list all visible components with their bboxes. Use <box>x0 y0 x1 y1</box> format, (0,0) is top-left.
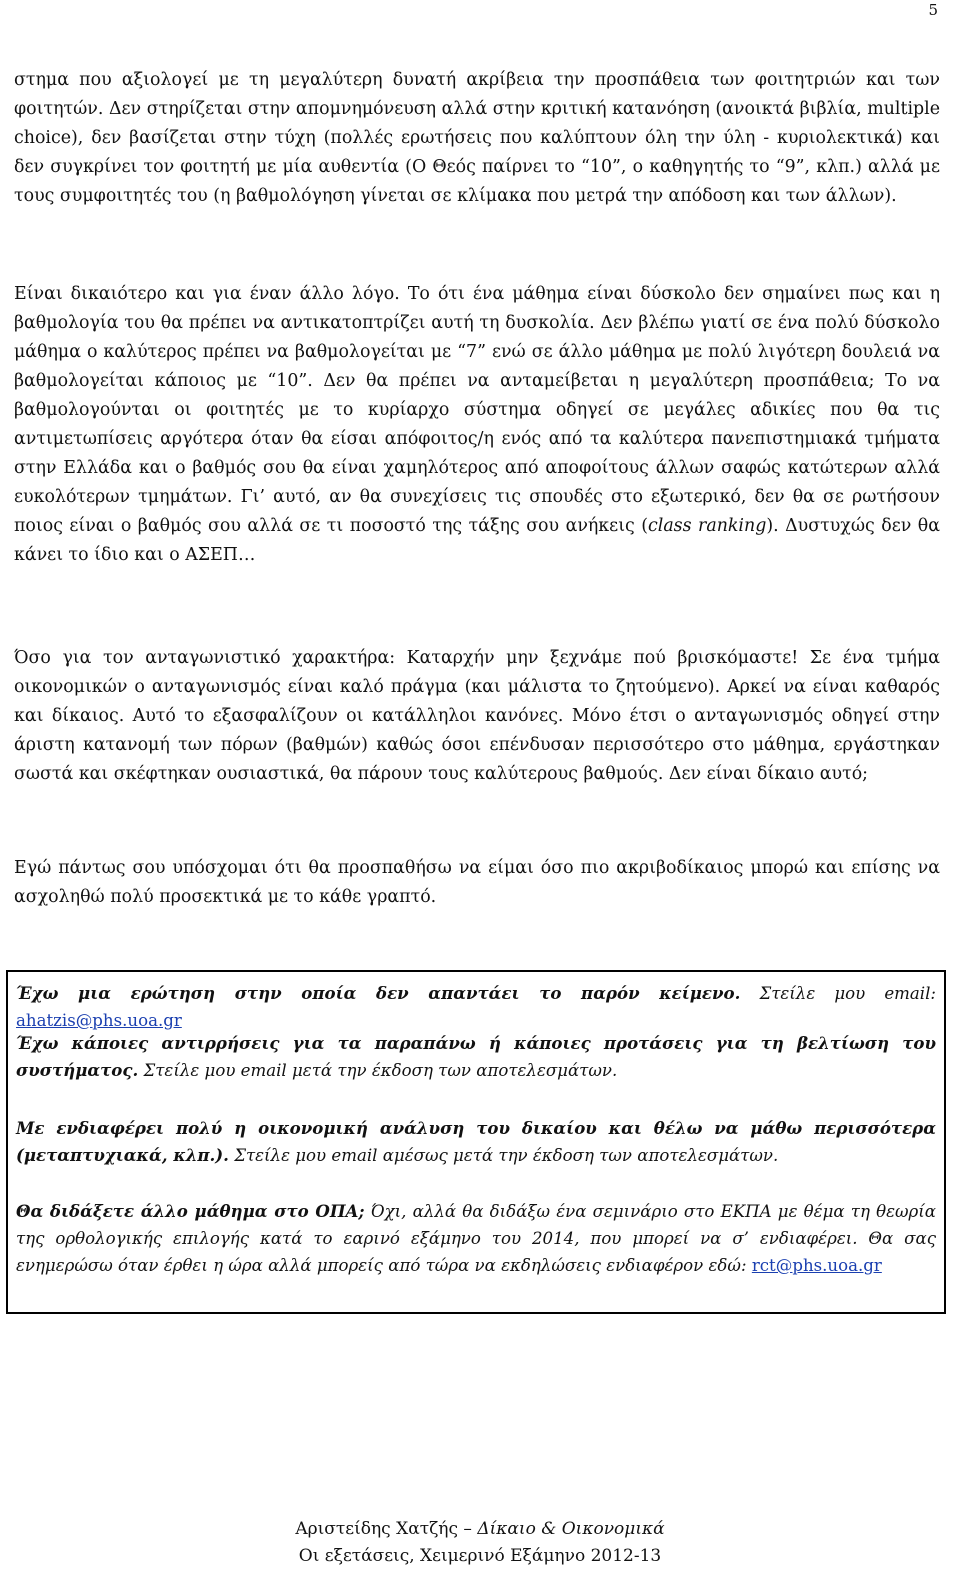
faq-answer: Όχι, αλλά θα διδάξω ένα σεμινάριο στο ΕΚΠΑ με θέμα τη θεωρία της ορθολογικής επιλογής κατά το εαρινό εξάμηνο του 2014, που μπορεί να σ’ ενδιαφέρει. Θα σας ενημερώσω όταν έρθει η ώρα αλλά μπορείς από τώρα να εκδηλώσεις ενδιαφέρον εδώ: <box>16 1202 936 1275</box>
faq-question: Με ενδιαφέρει πολύ η οικονομική ανάλυση του δικαίου και θέλω να μάθω περισσότερα (μεταπτυχιακά, κλπ.). <box>16 1118 936 1165</box>
paragraph-grading-system <box>14 66 940 211</box>
faq-item-question <box>16 980 936 1034</box>
paragraph-text: ). Δυστυχώς δεν θα κάνει το ίδιο και ο ΑΣΕΠ… <box>14 516 940 565</box>
faq-question: Θα διδάξετε άλλο μάθημα στο ΟΠΑ; <box>16 1201 365 1221</box>
faq-answer: Στείλε μου email μετά την έκδοση των αποτελεσμάτων. <box>138 1061 618 1080</box>
faq-item-law-economics <box>16 1115 936 1169</box>
paragraph-text: στημα που αξιολογεί με τη μεγαλύτερη δυνατή ακρίβεια την προσπάθεια των φοιτητριών και των φοιτητών. Δεν στηρίζεται στην απομνημόνευση αλλά στην κριτική κατανόηση (ανοικτά βιβλία, multiple choice), δεν βασίζεται στην τύχη (πολλές ερωτήσεις που καλύπτουν όλη την ύλη - κυριολεκτικά) και δεν συγκρίνει τον φοιτητή με μία αυθεντία (Ο Θεός παίρνει το “10”, ο καθηγητής το “9”, κλπ.) αλλά με τους συμφοιτητές του (η βαθμολόγηση γίνεται σε κλίμακα που μετρά την απόδοση και των άλλων). <box>14 70 940 206</box>
footer-author: Αριστείδης Χατζής – <box>295 1519 478 1539</box>
faq-item-objections <box>16 1030 936 1084</box>
page-number: 5 <box>928 1 938 19</box>
faq-box <box>6 970 946 1314</box>
paragraph-text: Όσο για τον ανταγωνιστικό χαρακτήρα: Καταρχήν μην ξεχνάμε πού βρισκόμαστε! Σε ένα τμήμα οικονομικών ο ανταγωνισμός είναι καλό πράγμα (και μάλιστα το ζητούμενο). Αρκεί να είναι καθαρός και δίκαιος. Αυτό το εξασφαλίζουν οι κατάλληλοι κανόνες. Μόνο έτσι ο ανταγωνισμός οδηγεί στην άριστη κατανομή των πόρων (βαθμών) καθώς όσοι επένδυσαν περισσότερο στο μάθημα, εργάστηκαν σωστά και σκέφτηκαν ουσιαστικά, θα πάρουν τους καλύτερους βαθμούς. Δεν είναι δίκαιο αυτό; <box>14 648 940 784</box>
email-link-ahatzis[interactable]: ahatzis@phs.uoa.gr <box>16 1011 182 1030</box>
paragraph-fairness <box>14 280 940 570</box>
paragraph-competition <box>14 644 940 789</box>
paragraph-text: Εγώ πάντως σου υπόσχομαι ότι θα προσπαθήσω να είμαι όσο πιο ακριβοδίκαιος μπορώ και επίσης να ασχοληθώ πολύ προσεκτικά με το κάθε γραπτό. <box>14 858 940 907</box>
footer-course: Δίκαιο & Οικονομικά <box>477 1519 665 1539</box>
faq-answer: Στείλε μου email αμέσως μετά την έκδοση των αποτελεσμάτων. <box>228 1146 779 1165</box>
footer-line-2: Οι εξετάσεις, Χειμερινό Εξάμηνο 2012-13 <box>298 1546 662 1566</box>
faq-item-other-course <box>16 1198 936 1279</box>
faq-question: Έχω μια ερώτηση στην οποία δεν απαντάει το παρόν κείμενο. <box>16 983 741 1003</box>
email-link-rct[interactable]: rct@phs.uoa.gr <box>751 1256 882 1275</box>
page-footer <box>0 1516 960 1570</box>
faq-answer: Στείλε μου email: <box>740 984 936 1003</box>
paragraph-promise <box>14 854 940 912</box>
footer-line-1 <box>0 1516 960 1543</box>
paragraph-text: Είναι δικαιότερο και για έναν άλλο λόγο. Το ότι ένα μάθημα είναι δύσκολο δεν σημαίνει πως και η βαθμολογία του θα πρέπει να αντικατοπτρίζει αυτή τη δυσκολία. Δεν βλέπω γιατί σε ένα πολύ δύσκολο μάθημα ο καλύτερος πρέπει να βαθμολογείται με “7” ενώ σε άλλο μάθημα με πολύ λιγότερη δουλειά να βαθμολογείται κάποιος με “10”. Δεν θα πρέπει να ανταμείβεται η μεγαλύτερη προσπάθεια; Το να βαθμολογούνται οι φοιτητές με το κυρίαρχο σύστημα οδηγεί σε μεγάλες αδικίες που θα τις αντιμετωπίσεις αργότερα όταν θα είσαι απόφοιτος/η ενός από τα καλύτερα πανεπιστημιακά τμήματα στην Ελλάδα και ο βαθμός σου θα είναι χαμηλότερος από αποφοίτους άλλων σαφώς κατώτερων αλλά ευκολότερων τμημάτων. Γι’ αυτό, αν θα συνεχίσεις τις σπουδές στο εξωτερικό, δεν θα σε ρωτήσουν ποιος είναι ο βαθμός σου αλλά σε τι ποσοστό της τάξης σου ανήκεις ( <box>14 284 940 536</box>
faq-question: Έχω κάποιες αντιρρήσεις για τα παραπάνω ή κάποιες προτάσεις για τη βελτίωση του συστήματος. <box>16 1033 936 1080</box>
italic-term: class ranking <box>648 516 767 536</box>
